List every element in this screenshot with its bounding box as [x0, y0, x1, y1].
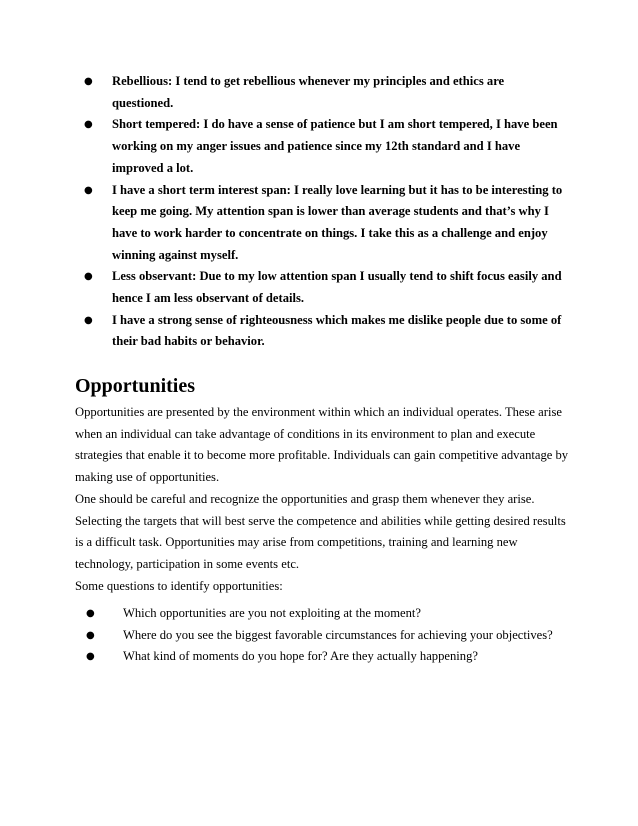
bullet-icon: ● [86, 651, 95, 663]
bullet-icon: ● [84, 271, 93, 283]
list-item-text: I have a strong sense of righteousness which makes me dislike people due to some of their bad habits or behavior. [112, 312, 562, 349]
list-item-text: Rebellious: I tend to get rebellious whenever my principles and ethics are questioned. [112, 74, 505, 110]
list-item [75, 603, 565, 625]
paragraph: Some questions to identify opportunities: [75, 578, 283, 593]
list-item [75, 646, 565, 668]
bullet-icon: ● [86, 629, 95, 641]
list-item [75, 310, 565, 353]
list-item-text: Which opportunities are you not exploiting at the moment? [123, 606, 421, 620]
opportunities-heading: Opportunities [75, 375, 196, 397]
bullet-icon: ● [84, 119, 93, 131]
list-item [75, 625, 565, 647]
opportunities-body [75, 402, 570, 597]
list-item [75, 180, 565, 267]
paragraph: Opportunities are presented by the environment within which an individual operates. These arise when an individual can take advantage of conditions in its environment to plan and execute strategies that enable it to become more profitable. Individuals can gain competitive advantage by making use of opportunities. [75, 405, 569, 485]
list-item-text: I have a short term interest span: I really love learning but it has to be interesting to keep me going. My attention span is lower than average students and that’s why I have to work harder to concentrate on things. I take this as a challenge and enjoy winning against myself. [112, 182, 563, 262]
list-item-text: What kind of moments do you hope for? Are they actually happening? [123, 649, 478, 664]
questions-list [75, 603, 565, 668]
weaknesses-list [75, 71, 565, 353]
list-item [75, 266, 565, 309]
list-item [75, 114, 565, 179]
list-item-text: Less observant: Due to my low attention span I usually tend to shift focus easily and hence I am less observant of details. [112, 269, 562, 306]
bullet-icon: ● [84, 314, 93, 326]
paragraph: One should be careful and recognize the opportunities and grasp them whenever they arise. Selecting the targets that will best serve the competence and abilities while getting desired results is a difficult task. Opportunities may arise from competitions, training and learning new technology, participation in some events etc. [75, 491, 566, 571]
bullet-icon: ● [86, 608, 95, 619]
list-item-text: Short tempered: I do have a sense of patience but I am short tempered, I have been working on my anger issues and patience since my 12th standard and I have improved a lot. [112, 117, 558, 175]
bullet-icon: ● [84, 184, 93, 196]
list-item [75, 71, 565, 114]
bullet-icon: ● [84, 76, 93, 87]
list-item-text: Where do you see the biggest favorable circumstances for achieving your objectives? [123, 627, 553, 642]
